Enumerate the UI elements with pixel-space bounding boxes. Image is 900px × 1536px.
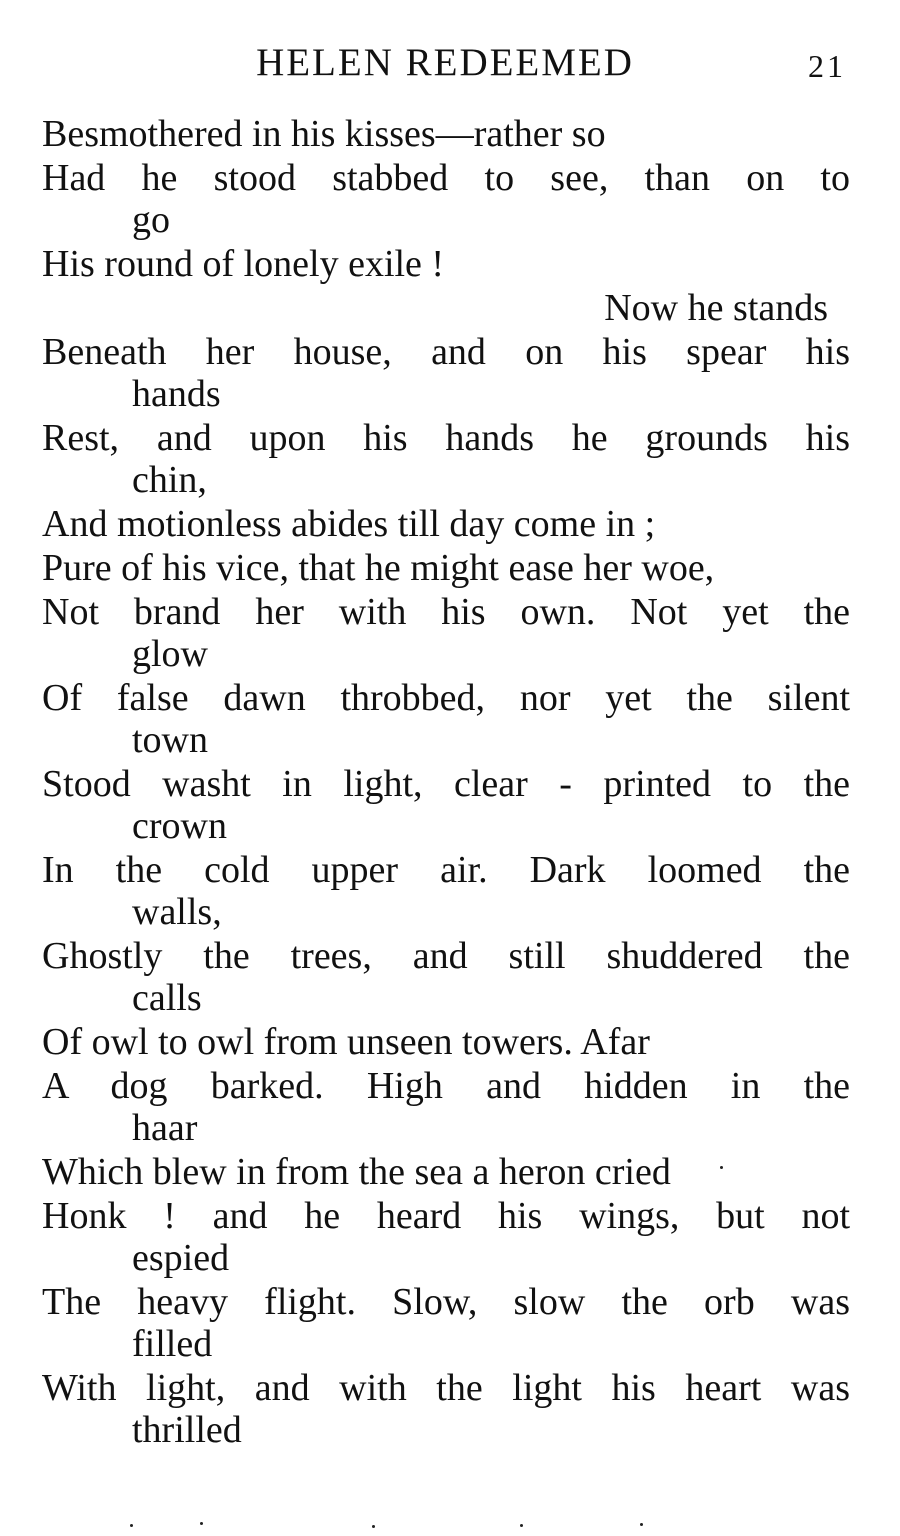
verse-line-turnover: crown <box>132 805 227 847</box>
verse-line <box>42 156 850 242</box>
verse-line-text: And motionless abides till day come in ; <box>42 503 656 545</box>
verse-line-text: Pure of his vice, that he might ease her woe, <box>42 547 715 589</box>
verse-line-turnover: walls, <box>132 891 222 933</box>
verse-line-text: A dog barked. High and hidden in the <box>42 1065 850 1107</box>
verse-line-turnover: haar <box>132 1107 198 1149</box>
verse-line <box>42 1366 850 1452</box>
scan-speck <box>640 1523 643 1526</box>
verse-line-turnover: go <box>132 199 170 241</box>
scan-speck <box>200 1522 203 1525</box>
verse-line-turnover: thrilled <box>132 1409 242 1451</box>
verse-line <box>42 676 850 762</box>
verse-line <box>42 762 850 848</box>
scan-speck <box>130 1524 133 1527</box>
verse-line-text: Now he stands <box>604 287 828 329</box>
verse-line-turnover: chin, <box>132 459 207 501</box>
verse-line-text: Of false dawn throbbed, nor yet the silent <box>42 677 850 719</box>
verse-line-text: Besmothered in his kisses—rather so <box>42 113 606 155</box>
verse-line <box>42 934 850 1020</box>
verse-line-text: Stood washt in light, clear - printed to the <box>42 763 850 805</box>
verse-line <box>42 1064 850 1150</box>
scan-speck <box>520 1524 523 1527</box>
verse-line <box>42 590 850 676</box>
verse-line-turnover: glow <box>132 633 208 675</box>
verse-line-turnover: espied <box>132 1237 230 1279</box>
verse-line-text: Not brand her with his own. Not yet the <box>42 591 850 633</box>
verse-line <box>42 848 850 934</box>
verse-line <box>42 242 850 286</box>
verse-line <box>42 546 850 590</box>
verse-line-turnover: filled <box>132 1323 213 1365</box>
verse-line-text: His round of lonely exile ! <box>42 243 445 285</box>
verse-line-text: Beneath her house, and on his spear his <box>42 331 850 373</box>
verse-line-text: Rest, and upon his hands he grounds his <box>42 417 850 459</box>
verse-line <box>42 330 850 416</box>
page-number: 21 <box>808 48 846 84</box>
verse-line <box>42 286 850 330</box>
scan-speck <box>372 1525 375 1528</box>
verse-line-text: Ghostly the trees, and still shuddered the <box>42 935 850 977</box>
verse-line <box>42 1150 850 1194</box>
verse-line-turnover: town <box>132 719 208 761</box>
verse-line <box>42 416 850 502</box>
verse-line <box>42 1194 850 1280</box>
running-title: HELEN REDEEMED <box>256 41 634 84</box>
verse-line <box>42 112 850 156</box>
verse-line-text: Which blew in from the sea a heron cried <box>42 1151 671 1193</box>
verse-line-turnover: hands <box>132 373 221 415</box>
verse-line <box>42 502 850 546</box>
verse-line-text: Had he stood stabbed to see, than on to <box>42 157 850 199</box>
verse-line-text: Of owl to owl from unseen towers. Afar <box>42 1021 650 1063</box>
verse-line-turnover: calls <box>132 977 202 1019</box>
verse-line-text: Honk ! and he heard his wings, but not <box>42 1195 850 1237</box>
poem-text <box>42 112 850 1452</box>
verse-line-text: In the cold upper air. Dark loomed the <box>42 849 850 891</box>
verse-line-text: With light, and with the light his heart was <box>42 1367 850 1409</box>
scan-speck <box>720 1166 723 1169</box>
verse-line <box>42 1020 850 1064</box>
running-head <box>0 38 900 88</box>
verse-line <box>42 1280 850 1366</box>
verse-line-text: The heavy flight. Slow, slow the orb was <box>42 1281 850 1323</box>
